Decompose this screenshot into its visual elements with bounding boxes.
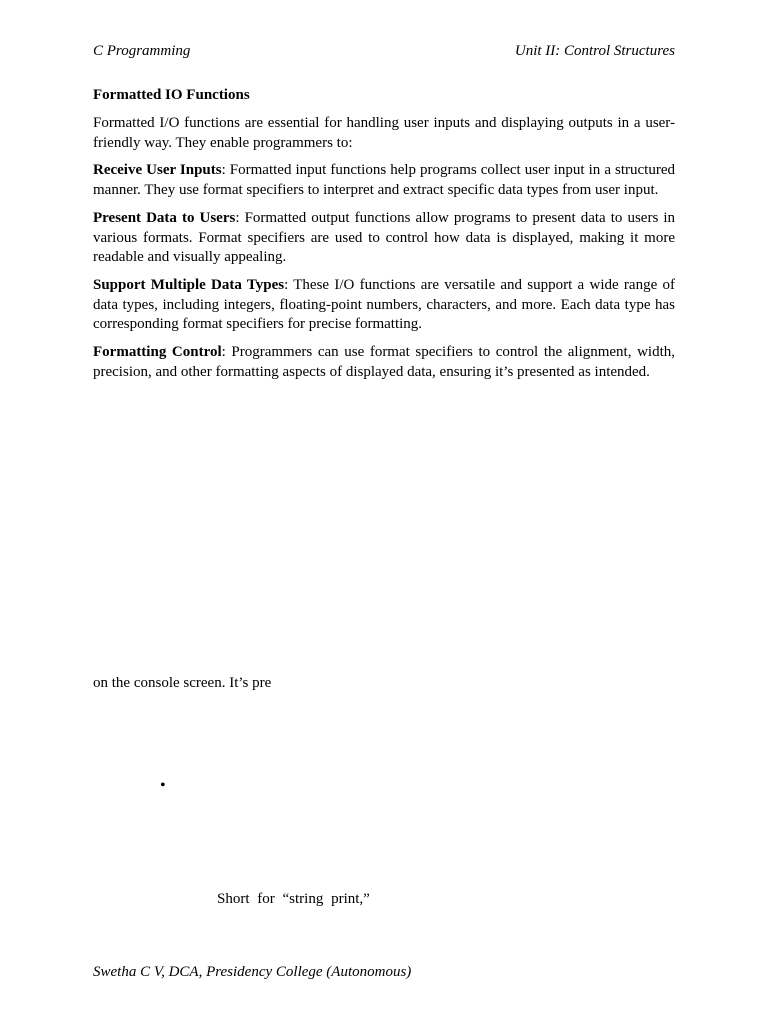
item-text: : These I/O functions are versatile and support a wide range of data types, including integers, floating-point numbers, characters, and more. Each data type has corresponding format specifiers for precise formatting. (93, 276, 675, 333)
item-term: Receive User Inputs (93, 162, 222, 179)
section-title: Formatted IO Functions (93, 87, 250, 103)
item-term: Support Multiple Data Types (93, 276, 285, 293)
short-for-text-fragment: Short for “string print,” (217, 891, 370, 907)
bullet-icon: • (160, 777, 166, 794)
item-term: Formatting Control (93, 344, 222, 361)
item-term: Present Data to Users (93, 209, 236, 226)
item-text: : Formatted input functions help programs collect user input in a structured manner. They use format specifiers to interpret and extract specific data types from user input. (93, 162, 675, 199)
item-paragraph-receive-inputs (93, 161, 675, 200)
console-text-fragment: on the console screen. It’s pre (93, 675, 272, 691)
intro-paragraph: Formatted I/O functions are essential for handling user inputs and displaying outputs in a user-friendly way. They enable programmers to: (93, 115, 675, 151)
header-unit-title: Unit II: Control Structures (514, 43, 675, 59)
item-text: : Formatted output functions allow programs to present data to users in various formats. Format specifiers are used to control how data is displayed, making it more readable and visually appealing. (93, 209, 675, 266)
item-paragraph-data-types (93, 276, 675, 335)
item-paragraph-present-data (93, 209, 675, 268)
page-footer: Swetha C V, DCA, Presidency College (Autonomous) (93, 964, 412, 980)
item-paragraph-formatting-control (93, 343, 675, 382)
item-text: : Programmers can use format specifiers to control the alignment, width, precision, and other formatting aspects of displayed data, ensuring it’s presented as intended. (93, 344, 675, 380)
header-course-title: C Programming (93, 43, 191, 59)
main-content (93, 86, 675, 390)
